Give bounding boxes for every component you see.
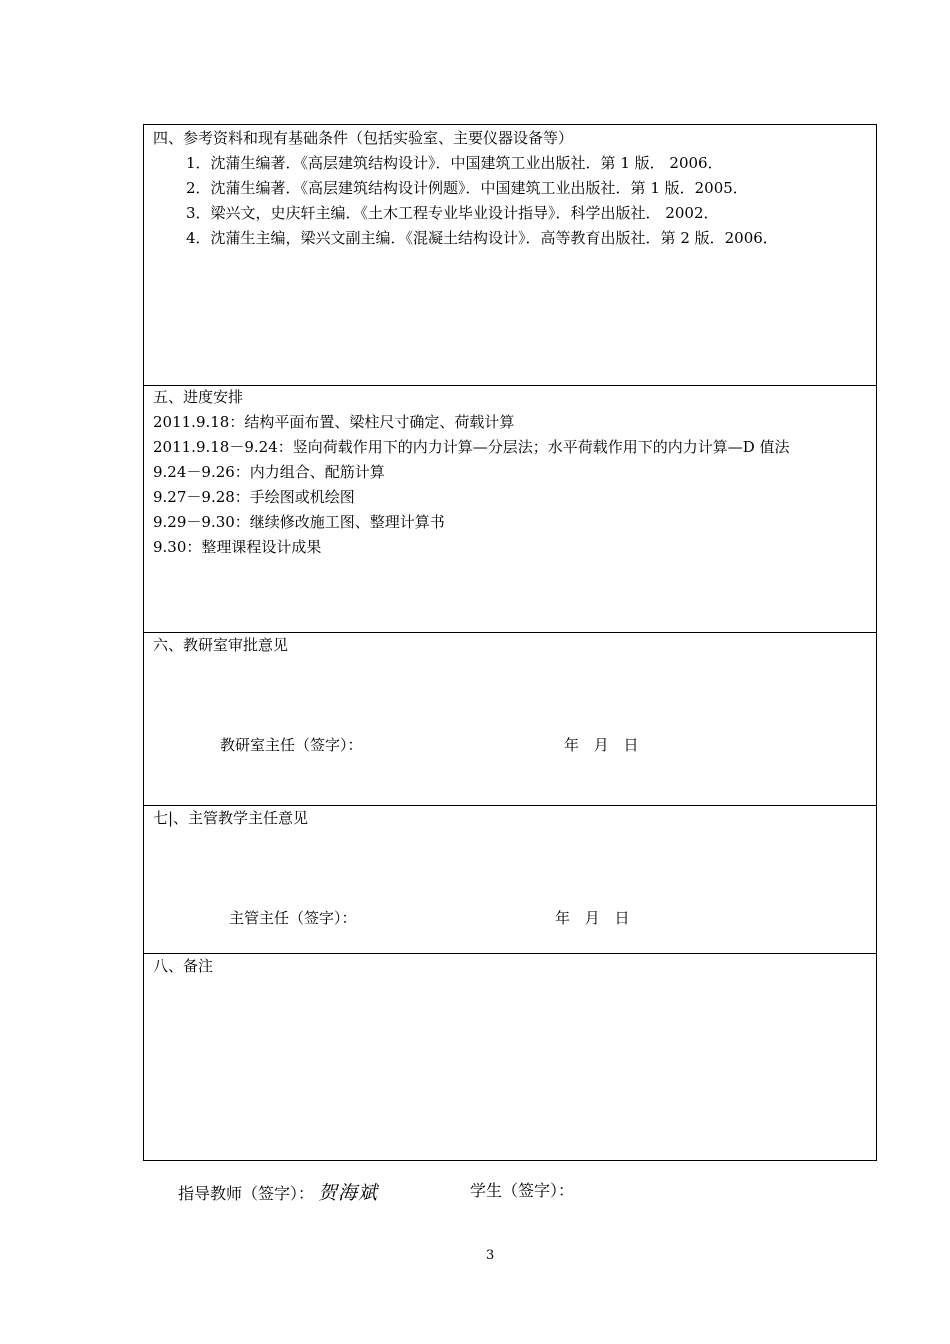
student-signature-line: [470, 1178, 574, 1201]
director-sign-label: 主管主任（签字）：: [229, 909, 357, 927]
reference-item-3: 3．梁兴文，史庆轩主编．《土木工程专业毕业设计指导》．科学出版社． 2002．: [186, 204, 719, 222]
office-approval-section: [143, 632, 877, 806]
reference-item-4: 4．沈蒲生主编，梁兴文副主编．《混凝土结构设计》．高等教育出版社．第 2 版．2006．: [186, 229, 778, 247]
office-approval-date: 年 月 日: [564, 736, 639, 754]
reference-item-2: 2．沈蒲生编著．《高层建筑结构设计例题》．中国建筑工业出版社．第 1 版．2005．: [186, 179, 748, 197]
schedule-heading: 五、进度安排: [153, 388, 244, 406]
schedule-item-1: 2011.9.18：结构平面布置、梁柱尺寸确定、荷载计算: [153, 413, 515, 431]
director-opinion-section: [143, 805, 877, 954]
director-opinion-date: 年 月 日: [555, 909, 630, 927]
schedule-item-2: 2011.9.18－9.24：竖向荷载作用下的内力计算—分层法；水平荷载作用下的内力计算—D 值法: [153, 438, 790, 456]
office-director-sign-label: 教研室主任（签字）：: [220, 736, 363, 754]
advisor-signature-line: [178, 1178, 378, 1205]
references-section: [143, 124, 877, 386]
schedule-item-4: 9.27－9.28：手绘图或机绘图: [153, 488, 355, 506]
reference-item-1: 1．沈蒲生编著．《高层建筑结构设计》．中国建筑工业出版社．第 1 版． 2006．: [186, 154, 723, 172]
references-heading: 四、参考资料和现有基础条件（包括实验室、主要仪器设备等）: [153, 129, 574, 147]
office-approval-heading: 六、教研室审批意见: [153, 636, 289, 654]
page-number: 3: [486, 1248, 495, 1263]
notes-section: [143, 953, 877, 1161]
schedule-item-6: 9.30：整理课程设计成果: [153, 538, 322, 556]
student-sign-label: 学生（签字）：: [470, 1181, 575, 1200]
notes-heading: 八、备注: [153, 957, 214, 975]
advisor-handwritten-signature: 贺海斌: [318, 1182, 379, 1204]
advisor-sign-label: 指导教师（签字）：: [178, 1184, 315, 1203]
schedule-item-5: 9.29－9.30：继续修改施工图、整理计算书: [153, 513, 445, 531]
director-opinion-heading: 七|、主管教学主任意见: [153, 809, 309, 827]
schedule-section: [143, 384, 877, 633]
schedule-item-3: 9.24－9.26：内力组合、配筋计算: [153, 463, 385, 481]
